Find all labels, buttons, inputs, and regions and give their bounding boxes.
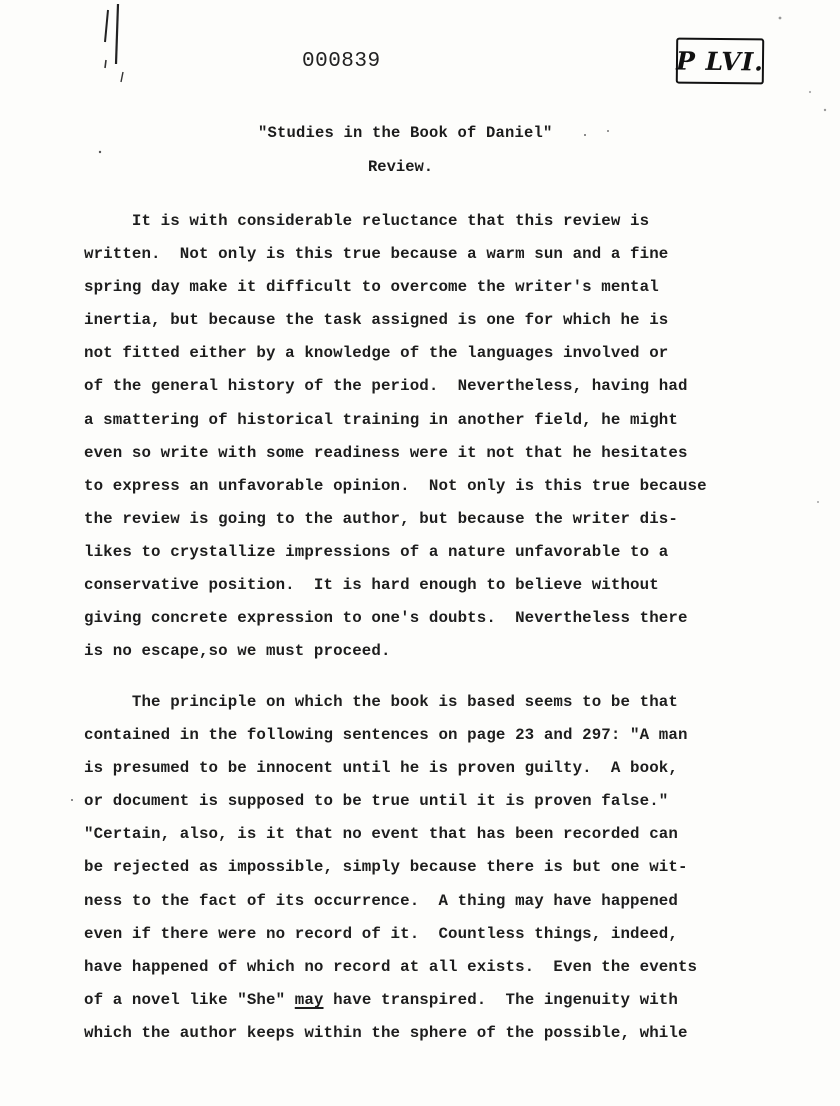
text-line: is no escape,so we must proceed. xyxy=(84,642,391,661)
text-line: have happened of which no record at all exists. Even the events xyxy=(84,957,698,976)
text-line: spring day make it difficult to overcome the writer's mental xyxy=(84,278,659,297)
text-line-with-underline xyxy=(84,984,824,1017)
text-line: written. Not only is this true because a warm sun and a fine xyxy=(84,245,669,264)
paragraph-2 xyxy=(84,686,824,1050)
text-line: "Certain, also, is it that no event that has been recorded can xyxy=(84,825,678,844)
document-title: "Studies in the Book of Daniel" xyxy=(258,124,553,142)
text-line: inertia, but because the task assigned is one for which he is xyxy=(84,311,669,330)
text-line: is presumed to be innocent until he is proven guilty. A book, xyxy=(84,759,678,778)
text-line: which the author keeps within the sphere of the possible, while xyxy=(84,1023,688,1042)
text-line: be rejected as impossible, simply because there is but one wit- xyxy=(84,858,688,877)
text-line: ness to the fact of its occurrence. A thing may have happened xyxy=(84,891,678,910)
margin-tick-marks xyxy=(96,2,146,92)
text-line: of the general history of the period. Nevertheless, having had xyxy=(84,377,688,396)
text-line: even so write with some readiness were it not that he hesitates xyxy=(84,443,688,462)
text-line: giving concrete expression to one's doubts. Nevertheless there xyxy=(84,609,688,628)
paragraph-1 xyxy=(84,205,824,668)
text-line: a smattering of historical training in another field, he might xyxy=(84,410,678,429)
text-segment: of a novel like "She" xyxy=(84,990,295,1009)
underlined-word: may xyxy=(294,990,324,1009)
text-line: likes to crystallize impressions of a nature unfavorable to a xyxy=(84,542,669,561)
text-line: not fitted either by a knowledge of the languages involved or xyxy=(84,344,669,363)
document-number: 000839 xyxy=(302,50,381,73)
document-subtitle: Review. xyxy=(368,158,434,176)
text-line: to express an unfavorable opinion. Not only is this true because xyxy=(84,476,707,495)
page-stamp xyxy=(676,38,764,85)
stamp-label: P LVI. xyxy=(675,46,765,76)
text-line: The principle on which the book is based seems to be that xyxy=(84,693,678,711)
text-line: contained in the following sentences on page 23 and 297: "A man xyxy=(84,726,688,745)
text-line: conservative position. It is hard enough to believe without xyxy=(84,576,659,595)
text-segment: have transpired. The ingenuity with xyxy=(323,990,678,1009)
text-line: the review is going to the author, but because the writer dis- xyxy=(84,509,678,528)
text-line: even if there were no record of it. Countless things, indeed, xyxy=(84,924,678,943)
text-line: It is with considerable reluctance that this review is xyxy=(84,212,650,230)
text-line: or document is supposed to be true until it is proven false." xyxy=(84,792,669,811)
